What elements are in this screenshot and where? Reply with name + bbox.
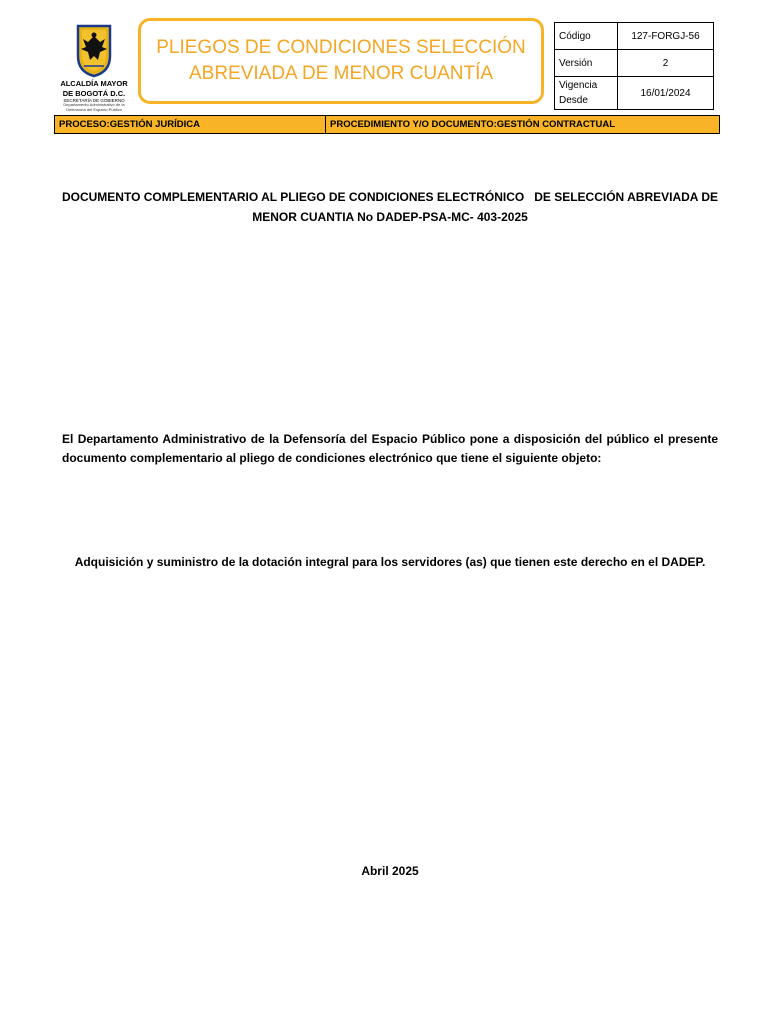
- heading-line1: DOCUMENTO COMPLEMENTARIO AL PLIEGO DE CONDICIONES ELECTRÓNICO DE SELECCIÓN ABREVIADA DE: [61, 190, 719, 204]
- meta-row-codigo: [555, 23, 714, 50]
- meta-label: Código: [555, 23, 618, 50]
- intro-paragraph: El Departamento Administrativo de la Defensoría del Espacio Público pone a disposición del público el presente documento complementario al pliego de condiciones electrónico que tiene el siguiente objeto:: [62, 432, 718, 465]
- document-title-box: [138, 18, 544, 104]
- meta-label-line2: Desde: [559, 95, 588, 106]
- meta-label: [555, 77, 618, 110]
- meta-value: 127-FORGJ-56: [618, 23, 714, 50]
- heading-line2: MENOR CUANTIA No DADEP-PSA-MC- 403-2025: [252, 210, 528, 224]
- procedure-value: GESTIÓN CONTRACTUAL: [496, 119, 616, 130]
- document-title-line1: PLIEGOS DE CONDICIONES SELECCIÓN: [156, 37, 526, 58]
- object-paragraph: Adquisición y suministro de la dotación integral para los servidores (as) que tienen este derecho en el DADEP.: [74, 555, 706, 569]
- meta-value: 16/01/2024: [618, 77, 714, 110]
- process-label: PROCESO:: [59, 119, 110, 130]
- procedure-cell: [326, 116, 615, 133]
- procedure-label: PROCEDIMIENTO Y/O DOCUMENTO:: [330, 119, 497, 130]
- logo-text-line1: ALCALDÍA MAYOR: [60, 79, 128, 88]
- document-date: Abril 2025: [361, 864, 419, 878]
- document-metadata-table: [554, 22, 714, 110]
- process-value: GESTIÓN JURÍDICA: [109, 119, 200, 130]
- meta-row-vigencia: [555, 77, 714, 110]
- meta-label: Versión: [555, 50, 618, 77]
- process-cell: [55, 116, 326, 133]
- logo-text-line5: Defensoría del Espacio Público: [66, 106, 122, 112]
- meta-row-version: [555, 50, 714, 77]
- alcaldia-logo: [56, 22, 132, 118]
- logo-text-line4: Departamento Administrativo de la: [63, 102, 125, 107]
- meta-value: 2: [618, 50, 714, 77]
- meta-label-line1: Vigencia: [559, 80, 598, 91]
- document-title-line2: ABREVIADA DE MENOR CUANTÍA: [188, 63, 494, 84]
- process-bar: [54, 115, 720, 134]
- document-heading: [60, 187, 720, 227]
- bogota-coat-of-arms-icon: [74, 22, 114, 78]
- logo-text-line3: SECRETARÍA DE GOBIERNO: [63, 98, 125, 103]
- logo-text-line2: DE BOGOTÁ D.C.: [62, 89, 126, 98]
